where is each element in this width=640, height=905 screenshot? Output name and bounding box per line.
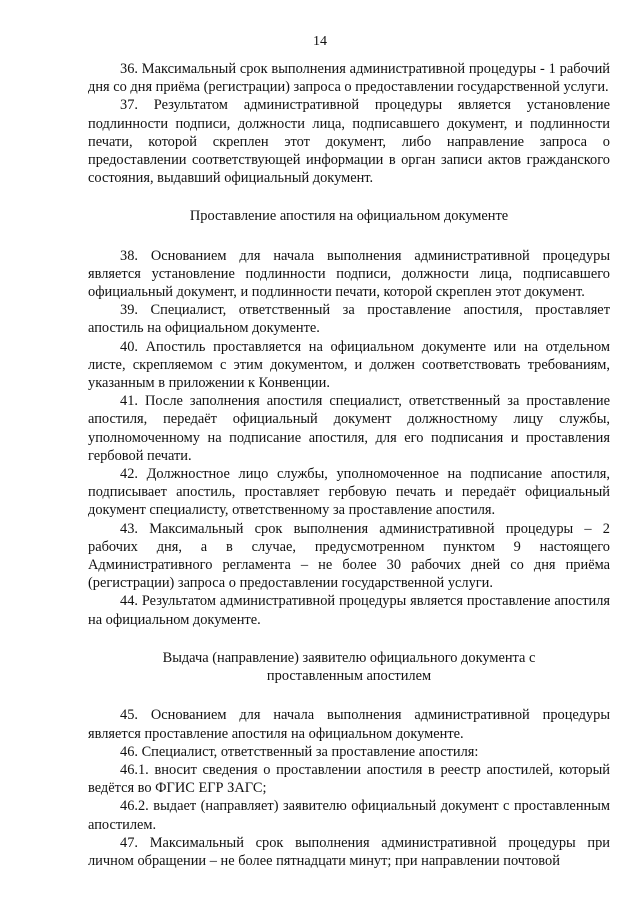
paragraph-40: 40. Апостиль проставляется на официальном документе или на отдельном листе, скрепляемом с этим документом, и должен соответствовать требованиям, указанным в приложении к Конвенции. xyxy=(88,338,610,392)
paragraph-46-1: 46.1. вносит сведения о проставлении апостиля в реестр апостилей, который ведётся во ФГИС ЕГР ЗАГС; xyxy=(88,761,610,797)
paragraph-37: 37. Результатом административной процедуры является установление подлинности подписи, должности лица, подписавшего документ, и подлинности печати, которой скреплен этот документ, либо направление запроса о предоставлении соответствующей информации в орган записи актов гражданского состояния, выдавший официальный документ. xyxy=(88,97,610,187)
paragraph-47: 47. Максимальный срок выполнения административной процедуры при личном обращении – не более пятнадцати минут; при направлении почтовой xyxy=(88,834,610,869)
paragraph-43: 43. Максимальный срок выполнения административной процедуры – 2 рабочих дня, а в случае, предусмотренном пунктом 9 настоящего Административного регламента – не более 30 рабочих дней со дня приёма (регистрации) запроса о предоставлении государственной услуги. xyxy=(88,520,610,592)
document-body xyxy=(88,60,610,870)
paragraph-38: 38. Основанием для начала выполнения административной процедуры является установление подлинности подписи, должности лица, подписавшего официальный документ, и подлинности печати, которой скреплен этот документ. xyxy=(88,247,610,301)
paragraph-42: 42. Должностное лицо службы, уполномоченное на подписание апостиля, подписывает апостиль, проставляет гербовую печать и передаёт официальный документ специалисту, ответственному за проставление апостиля. xyxy=(88,466,610,519)
section-heading-document-issuance: Выдача (направление) заявителю официального документа с проставленным апостилем xyxy=(162,649,536,685)
paragraph-45: 45. Основанием для начала выполнения административной процедуры является проставление апостиля на официальном документе. xyxy=(88,707,610,742)
paragraph-39: 39. Специалист, ответственный за проставление апостиля, проставляет апостиль на официальном документе. xyxy=(88,302,610,337)
paragraph-41: 41. После заполнения апостиля специалист, ответственный за проставление апостиля, передаёт официальный документ должностному лицу службы, уполномоченному на подписание апостиля, для его подписания и проставления гербовой печати. xyxy=(88,393,610,464)
paragraph-46-2: 46.2. выдает (направляет) заявителю официальный документ с проставленным апостилем. xyxy=(88,798,610,833)
paragraph-44: 44. Результатом административной процедуры является проставление апостиля на официальном документе. xyxy=(88,593,610,628)
paragraph-46: 46. Специалист, ответственный за проставление апостиля: xyxy=(120,743,479,760)
paragraph-36: 36. Максимальный срок выполнения административной процедуры - 1 рабочий дня со дня приёма (регистрации) запроса о предоставлении государственной услуги. xyxy=(88,61,610,96)
section-heading-apostille-placement: Проставление апостиля на официальном документе xyxy=(189,208,509,225)
page-number: 14 xyxy=(313,34,327,49)
